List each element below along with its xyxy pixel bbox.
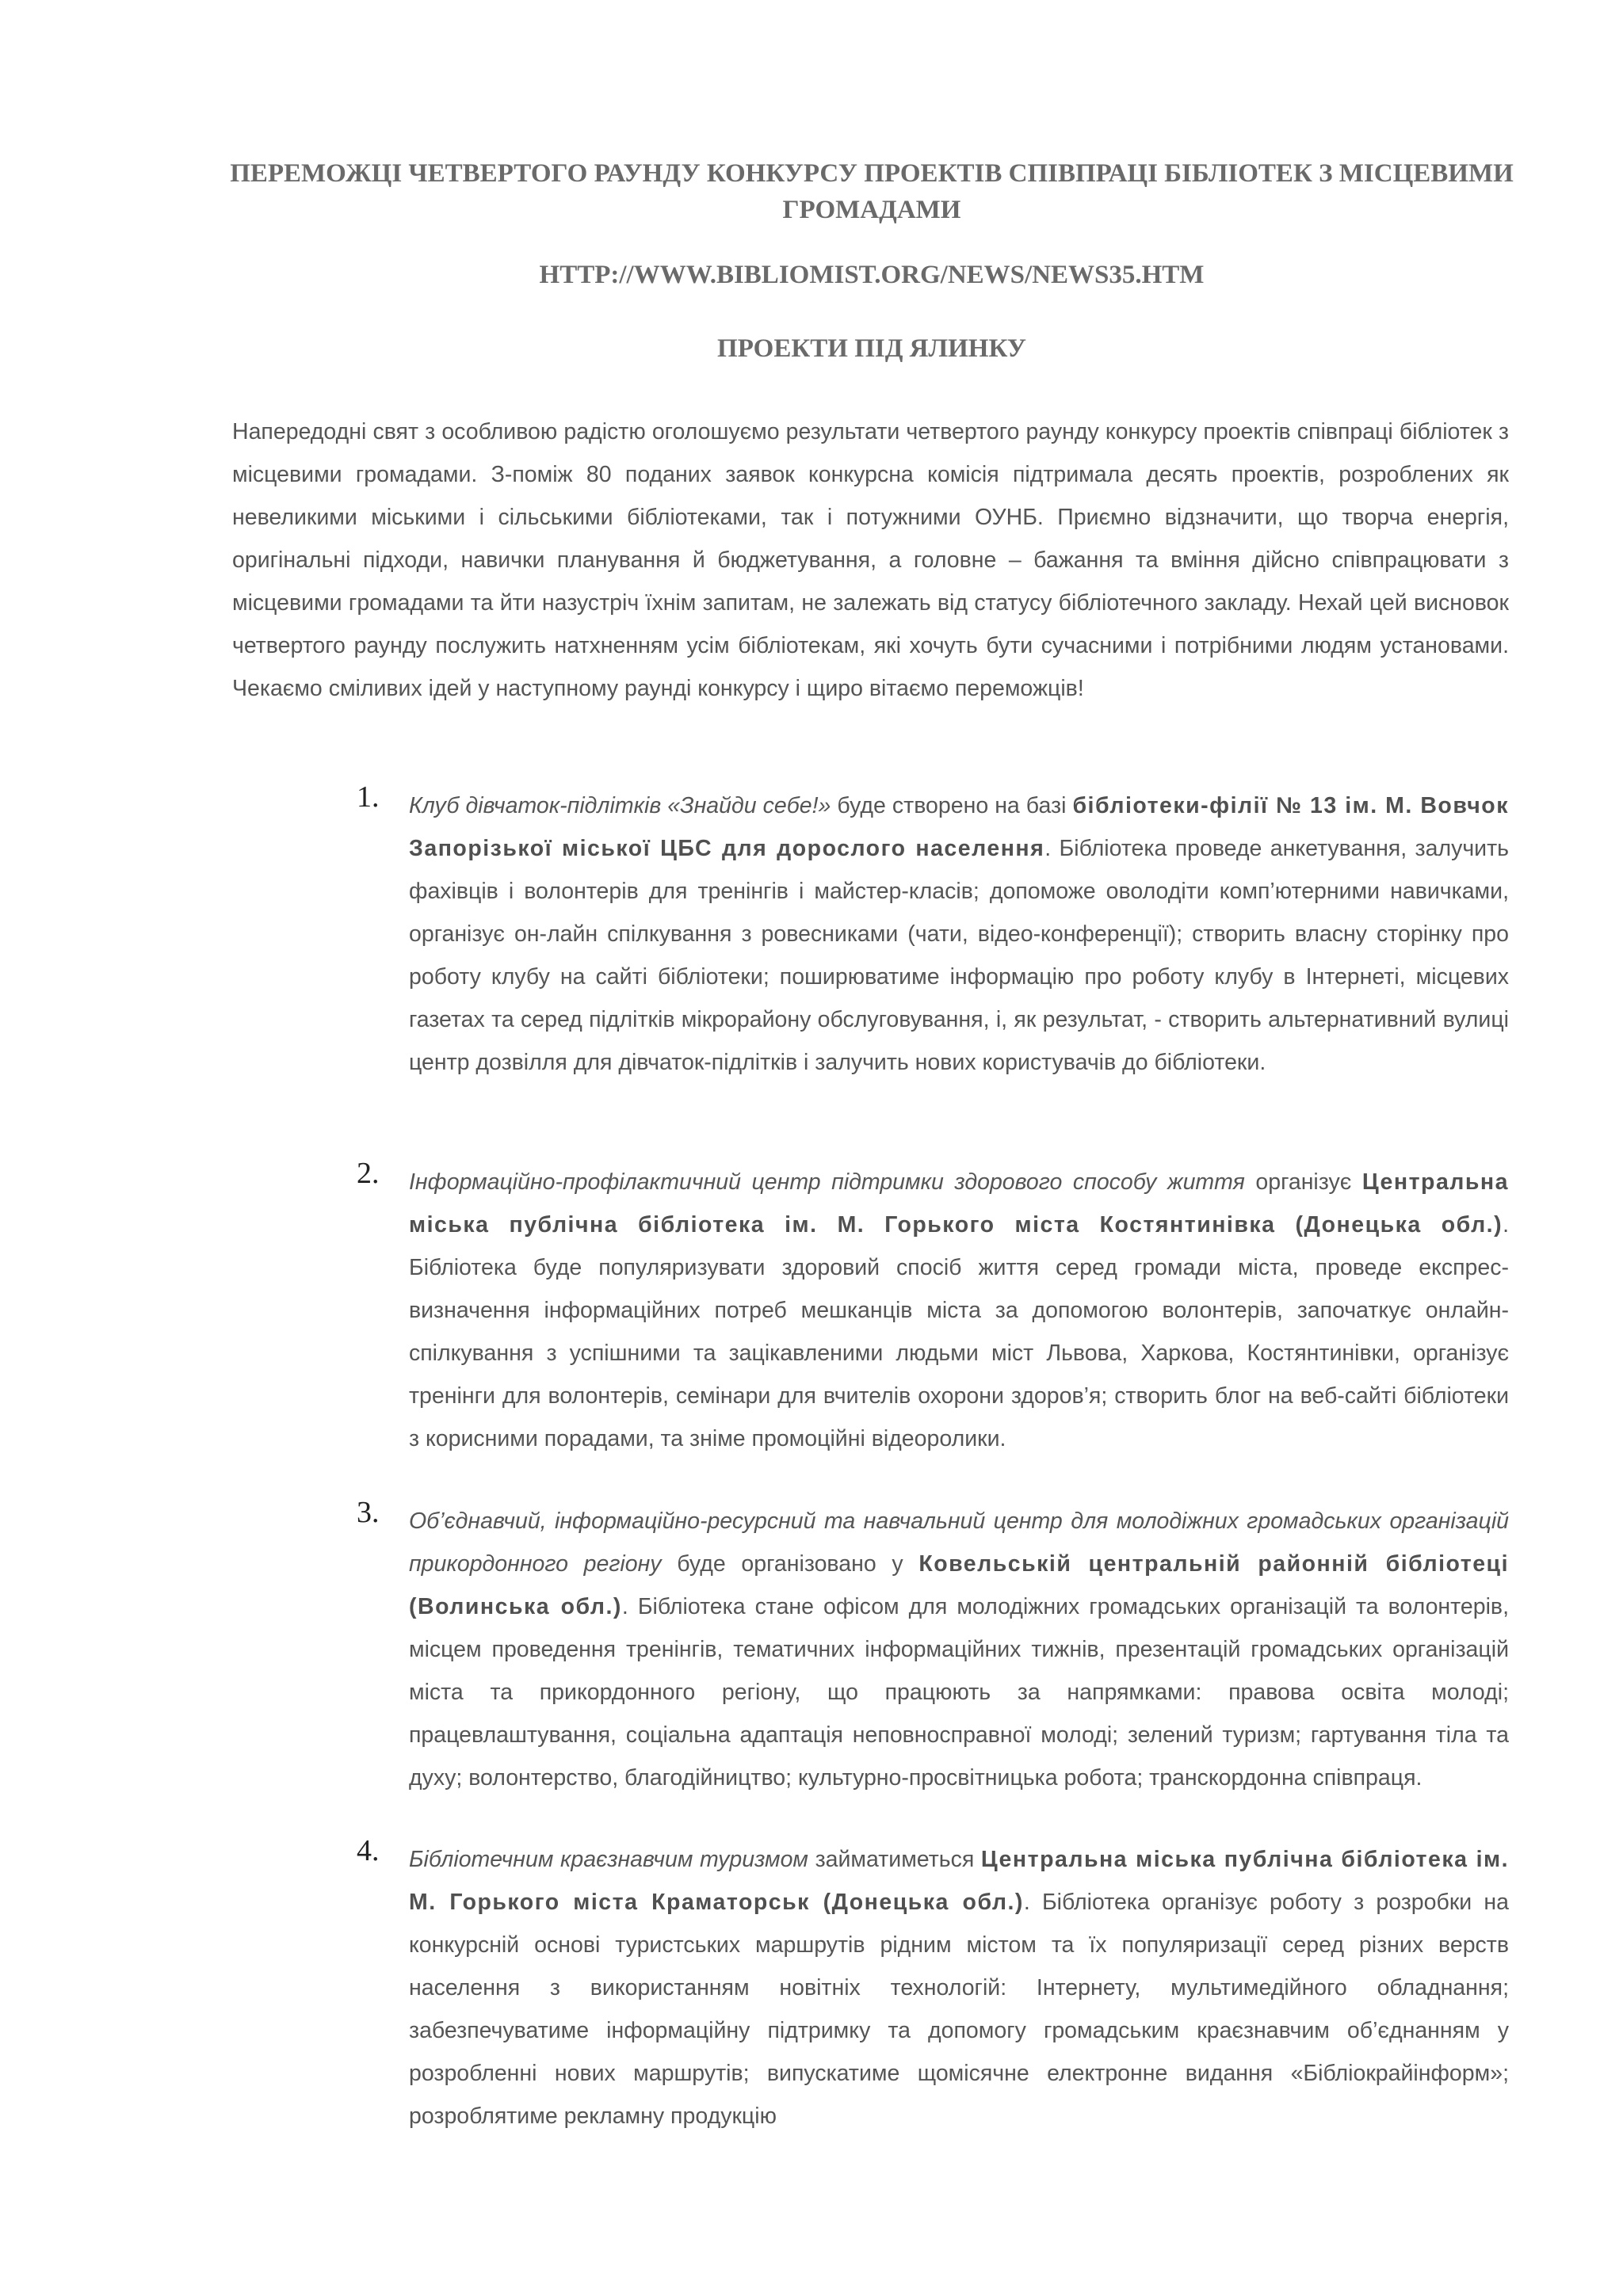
connector-text: буде організовано у — [661, 1551, 919, 1577]
list-item-number: 1. — [357, 780, 380, 814]
list-item-text — [409, 1838, 1509, 2138]
source-url: HTTP://WWW.BIBLIOMIST.ORG/NEWS/NEWS35.HTM — [539, 261, 1205, 289]
list-item-number: 2. — [357, 1157, 380, 1190]
project-name: Інформаційно-профілактичний центр підтримки здорового способу життя — [409, 1169, 1245, 1195]
page-subtitle: ПРОЕКТИ ПІД ЯЛИНКУ — [717, 334, 1026, 363]
project-name: Бібліотечним краєзнавчим туризмом — [409, 1847, 808, 1872]
library-name: Центральна міська публічна бібліотека ім. М. Горького міста Краматорськ (Донецька обл.) — [409, 1847, 1509, 1915]
library-name: Ковельській центральній районній бібліотеці (Волинська обл.) — [409, 1551, 1509, 1619]
connector-text: організує — [1244, 1169, 1362, 1195]
intro-paragraph: Напередодні свят з особливою радістю оголошуємо результати четвертого раунду конкурсу проектів співпраці бібліотек з місцевими громадами. З-поміж 80 поданих заявок конкурсна комісія підтримала десять проектів, розроблених як невеликими міськими і сільськими бібліотеками, так і потужними ОУНБ. Приємно відзначити, що творча енергія, оригінальні підходи, навички планування й бюджетування, а головне – бажання та вміння дійсно співпрацювати з місцевими громадами та йти назустріч їхнім запитам, не залежать від статусу бібліотечного закладу. Нехай цей висновок четвертого раунду послужить натхненням усім бібліотекам, які хочуть бути сучасними і потрібними людям установами. Чекаємо сміливих ідей у наступному раунді конкурсу і щиро вітаємо переможців! — [232, 419, 1509, 701]
project-name: Об’єднавчий, інформаційно-ресурсний та навчальний центр для молодіжних громадських організацій прикордонного регіону — [409, 1508, 1509, 1577]
page-title: ПЕРЕМОЖЦІ ЧЕТВЕРТОГО РАУНДУ КОНКУРСУ ПРОЕКТІВ СПІВПРАЦІ БІБЛІОТЕК З МІСЦЕВИМИ ГРОМАДАМИ — [230, 159, 1514, 224]
project-description: . Бібліотека проведе анкетування, залучить фахівців і волонтерів для тренінгів і майстер-класів; допоможе оволодіти комп’ютерними навичками, організує он-лайн спілкування з ровесниками (чати, відео-конференції); створить власну сторінку про роботу клубу на сайті бібліотеки; поширюватиме інформацію про роботу клубу в Інтернеті, місцевих газетах та серед підлітків мікрорайону обслуговування, і, як результат, - створить альтернативний вулиці центр дозвілля для дівчаток-підлітків і залучить нових користувачів до бібліотеки. — [409, 836, 1509, 1075]
connector-text: буде створено на базі — [831, 793, 1073, 818]
project-description: . Бібліотека організує роботу з розробки на конкурсній основі туристських маршрутів рідним містом та їх популяризації серед різних верств населення з використанням новітніх технологій: Інтернету, мультимедійного обладнання; забезпечуватиме інформаційну підтримку та допомогу громадським краєзнавчим об’єднанням у розробленні нових маршрутів; випускатиме щомісячне електронне видання «Бібліокрайінформ»; розроблятиме рекламну продукцію — [409, 1890, 1509, 2129]
library-name: бібліотеки-філії № 13 ім. М. Вовчок Запорізької міської ЦБС для дорослого населення — [409, 793, 1509, 861]
list-item-text — [409, 1161, 1509, 1460]
list-item-text — [409, 784, 1509, 1084]
list-item-number: 3. — [357, 1496, 380, 1529]
project-description: . Бібліотека стане офісом для молодіжних громадських організацій та волонтерів, місцем проведення тренінгів, тематичних інформаційних тижнів, презентацій громадських організацій міста та прикордонного регіону, що працюють за напрямками: правова освіта молоді; працевлаштування, соціальна адаптація неповносправної молоді; зелений туризм; гартування тіла та духу; волонтерство, благодійництво; культурно-просвітницька робота; транскордонна співпраця. — [409, 1594, 1509, 1791]
library-name: Центральна міська публічна бібліотека ім. М. Горького міста Костянтинівка (Донецька обл.) — [409, 1169, 1509, 1238]
project-name: Клуб дівчаток-підлітків «Знайди себе!» — [409, 793, 831, 818]
list-item-number: 4. — [357, 1834, 380, 1867]
project-description: . Бібліотека буде популяризувати здоровий спосіб життя серед громади міста, проведе експрес-визначення інформаційних потреб мешканців міста за допомогою волонтерів, започаткує онлайн-спілкування з успішними та зацікавленими людьми міст Львова, Харкова, Костянтинівки, організує тренінги для волонтерів, семінари для вчителів охорони здоров’я; створить блог на веб-сайті бібліотеки з корисними порадами, та зніме промоційні відеоролики. — [409, 1212, 1509, 1451]
connector-text: займатиметься — [808, 1847, 981, 1872]
list-item-text — [409, 1500, 1509, 1799]
